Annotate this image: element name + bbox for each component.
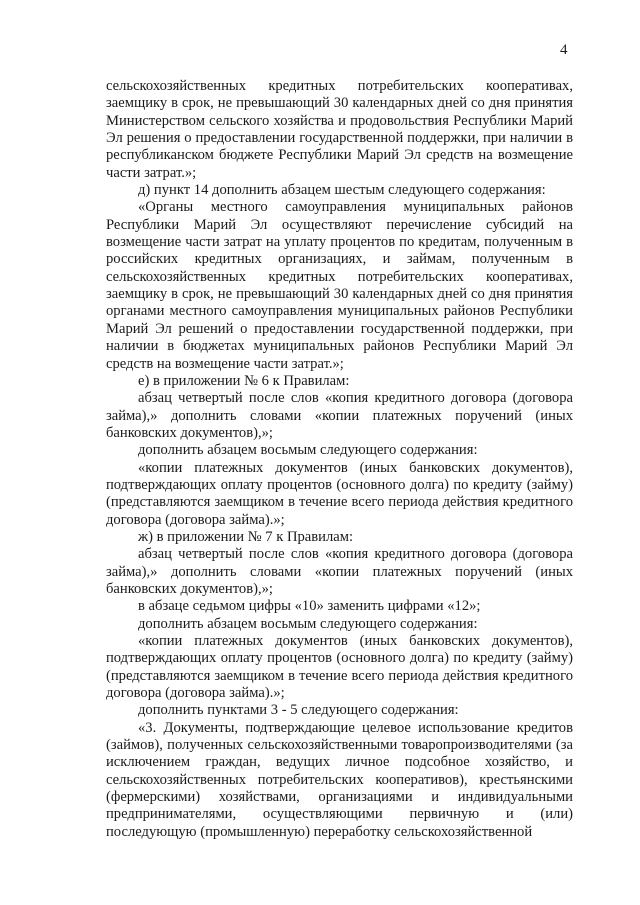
paragraph-abzac-4-app7: абзац четвертый после слов «копия кредитного договора (договора займа),» дополнить словами «копии платежных поручений (иных банковских документов),»; xyxy=(106,546,573,597)
paragraph-add-abzac-8-app6: дополнить абзацем восьмым следующего содержания: xyxy=(138,442,478,459)
paragraph-item-zh: ж) в приложении № 7 к Правилам: xyxy=(138,528,354,545)
paragraph-continuation: сельскохозяйственных кредитных потребительских кооперативах, заемщику в срок, не превышающий 30 календарных дней со дня принятия Министерством сельского хозяйства и продовольствия Республики Марий Эл решения о предоставлении государственной поддержки, при наличии в республиканском бюджете Республики Марий Эл средств на возмещение части затрат.»; xyxy=(106,78,573,181)
paragraph-abzac-4-app6: абзац четвертый после слов «копия кредитного договора (договора займа),» дополнить словами «копии платежных поручений (иных банковских документов),»; xyxy=(106,390,573,441)
paragraph-abzac-7-numbers: в абзаце седьмом цифры «10» заменить цифрами «12»; xyxy=(138,598,481,615)
paragraph-quote-local-authorities: «Органы местного самоуправления муниципальных районов Республики Марий Эл осуществляют перечисление субсидий на возмещение части затрат на уплату процентов по кредитам, полученным в российских кредитных организациях, и займам, полученным в сельскохозяйственных кредитных потребительских кооперативах, заемщику в срок, не превышающий 30 календарных дней со дня принятия органами местного самоуправления муниципальных районов Республики Марий Эл решений о предоставлении государственной поддержки, при наличии в бюджетах муниципальных районов Республики Марий Эл средств на возмещение части затрат.»; xyxy=(106,199,573,372)
paragraph-item-d: д) пункт 14 дополнить абзацем шестым следующего содержания: xyxy=(138,182,546,199)
page-number: 4 xyxy=(560,42,568,58)
paragraph-item-e: е) в приложении № 6 к Правилам: xyxy=(138,372,350,389)
document-body xyxy=(106,78,573,841)
paragraph-quote-point-3: «3. Документы, подтверждающие целевое использование кредитов (займов), полученных сельскохозяйственными товаропроизводителями (за исключением граждан, ведущих личное подсобное хозяйство, и сельскохозяйственных потребительских кооперативов), крестьянскими (фермерскими) хозяйствами, организациями и индивидуальными предпринимателями, осуществляющими первичную и (или) последующую (промышленную) переработку сельскохозяйственной xyxy=(106,719,573,840)
paragraph-add-points-3-5: дополнить пунктами 3 - 5 следующего содержания: xyxy=(138,702,459,719)
paragraph-quote-payment-docs-app6: «копии платежных документов (иных банковских документов), подтверждающих оплату процентов (основного долга) по кредиту (займу) (представляются заемщиком в течение всего периода действия кредитного договора (договора займа).»; xyxy=(106,459,573,528)
paragraph-quote-payment-docs-app7: «копии платежных документов (иных банковских документов), подтверждающих оплату процентов (основного долга) по кредиту (займу) (представляются заемщиком в течение всего периода действия кредитного договора (договора займа).»; xyxy=(106,633,573,702)
paragraph-add-abzac-8-app7: дополнить абзацем восьмым следующего содержания: xyxy=(138,615,478,632)
